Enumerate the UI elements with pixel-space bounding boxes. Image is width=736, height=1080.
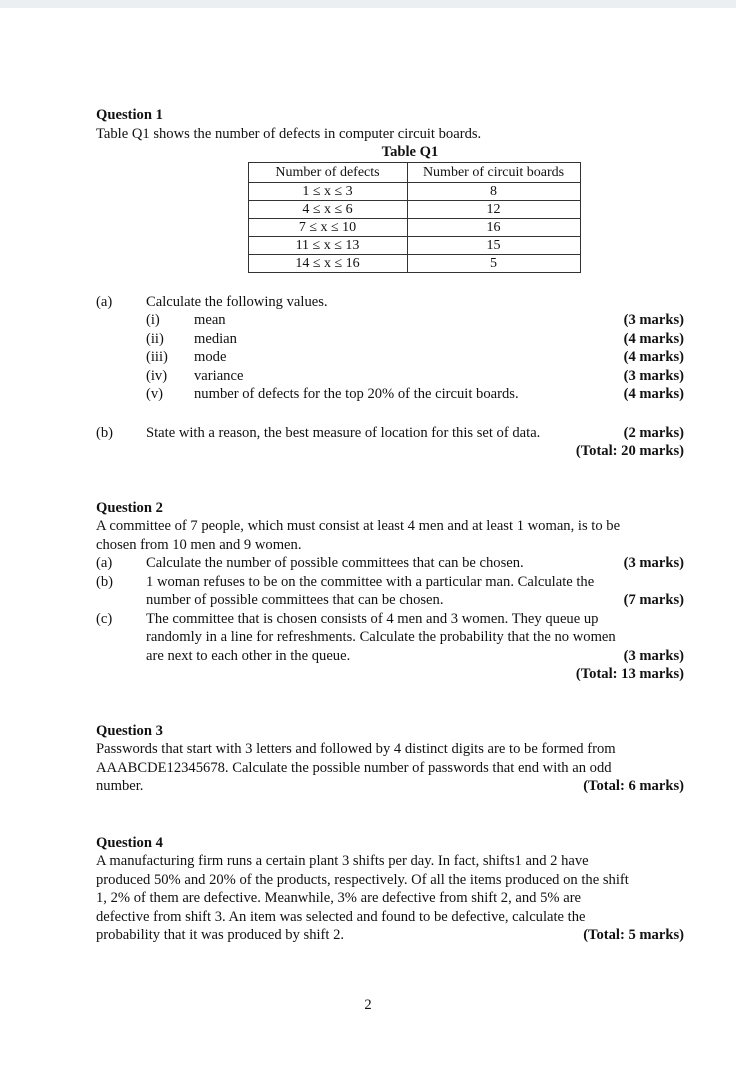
question-1-total: (Total: 20 marks) [575,443,684,459]
table-row [248,200,580,218]
part-b-line: number of possible committees that can be chosen. [146,592,444,608]
question-2-part-a [96,554,684,573]
question-1 [96,106,684,461]
question-3-line: number. [96,778,144,794]
part-a-marks: (3 marks) [623,555,684,571]
sub-item-text: median [194,330,237,347]
part-a-text: Calculate the number of possible committees that can be chosen. [146,555,524,571]
defects-table [248,162,581,273]
sub-item [146,367,684,386]
part-c-line: are next to each other in the queue. [146,647,351,664]
boards-count-cell: 16 [407,218,580,236]
part-label: (a) [96,293,113,310]
part-b-marks: (7 marks) [623,592,684,608]
question-4 [96,834,684,945]
sub-item-marks: (4 marks) [623,330,684,347]
sub-item [146,348,684,367]
header-number-of-circuit-boards: Number of circuit boards [407,162,580,182]
defects-range-cell: 11 ≤ x ≤ 13 [248,236,407,254]
question-2-intro-line: A committee of 7 people, which must consist at least 4 men and at least 1 woman, is to be [96,518,621,534]
table-header-row [248,162,580,182]
question-3-total: (Total: 6 marks) [583,778,684,794]
sub-item-text: number of defects for the top 20% of the circuit boards. [194,386,519,402]
question-4-line: A manufacturing firm runs a certain plant 3 shifts per day. In fact, shifts1 and 2 have [96,853,589,869]
question-2-part-b [96,573,684,610]
part-c-line: The committee that is chosen consists of 4 men and 3 women. They queue up [146,610,599,627]
table-row [248,254,580,272]
sub-item-text: mean [194,312,226,328]
header-number-of-defects: Number of defects [248,162,407,182]
sub-item-text: variance [194,367,244,384]
part-label: (a) [96,555,113,571]
question-1-part-a [96,293,684,404]
defects-range-cell: 7 ≤ x ≤ 10 [248,218,407,236]
question-4-title: Question 4 [96,834,163,851]
question-2 [96,499,684,684]
part-label: (b) [96,573,114,590]
part-b-line: 1 woman refuses to be on the committee with a particular man. Calculate the [146,573,595,590]
table-wrapper [144,162,684,273]
question-3-title: Question 3 [96,722,163,739]
question-3-line: Passwords that start with 3 letters and followed by 4 distinct digits are to be formed from [96,741,616,757]
part-c-marks: (3 marks) [623,647,684,664]
sub-item-label: (iii) [146,349,168,365]
table-caption: Table Q1 [381,144,439,160]
sub-item-label: (i) [146,312,160,328]
question-4-total: (Total: 5 marks) [583,927,684,943]
sub-item-marks: (3 marks) [623,367,684,384]
part-a-text: Calculate the following values. [146,293,328,310]
sub-item-label: (v) [146,386,164,402]
part-b-text: State with a reason, the best measure of location for this set of data. [146,424,541,441]
question-1-part-b [96,424,684,443]
boards-count-cell: 8 [407,182,580,200]
question-4-line: produced 50% and 20% of the products, respectively. Of all the items produced on the shift [96,871,629,888]
question-2-total: (Total: 13 marks) [575,666,684,682]
question-2-intro-line: chosen from 10 men and 9 women. [96,536,302,553]
page-number: 2 [364,997,372,1013]
boards-count-cell: 12 [407,200,580,218]
table-row [248,236,580,254]
question-4-line: probability that it was produced by shift 2. [96,927,345,943]
question-4-line: 1, 2% of them are defective. Meanwhile, 3% are defective from shift 2, and 5% are [96,890,582,906]
question-1-intro: Table Q1 shows the number of defects in computer circuit boards. [96,125,482,142]
sub-item [146,311,684,330]
viewer-top-bar [0,0,736,8]
sub-item-marks: (3 marks) [623,312,684,328]
part-b-marks: (2 marks) [623,424,684,441]
part-label: (b) [96,424,114,441]
defects-range-cell: 4 ≤ x ≤ 6 [248,200,407,218]
boards-count-cell: 5 [407,254,580,272]
sub-item [146,330,684,349]
part-label: (c) [96,610,113,627]
part-c-line: randomly in a line for refreshments. Calculate the probability that the no women [146,629,616,645]
boards-count-cell: 15 [407,236,580,254]
sub-item-label: (ii) [146,330,164,347]
defects-range-cell: 1 ≤ x ≤ 3 [248,182,407,200]
sub-item [146,385,684,404]
question-1-title: Question 1 [96,107,163,123]
sub-item-marks: (4 marks) [623,349,684,365]
sub-item-marks: (4 marks) [623,386,684,402]
exam-page [96,106,684,945]
question-2-title: Question 2 [96,499,163,516]
sub-item-label: (iv) [146,367,168,384]
question-4-line: defective from shift 3. An item was selected and found to be defective, calculate the [96,908,586,925]
table-row [248,182,580,200]
defects-range-cell: 14 ≤ x ≤ 16 [248,254,407,272]
table-row [248,218,580,236]
question-2-part-c [96,610,684,666]
sub-item-text: mode [194,349,227,365]
question-3-line: AAABCDE12345678. Calculate the possible number of passwords that end with an odd [96,759,612,776]
question-3 [96,722,684,796]
